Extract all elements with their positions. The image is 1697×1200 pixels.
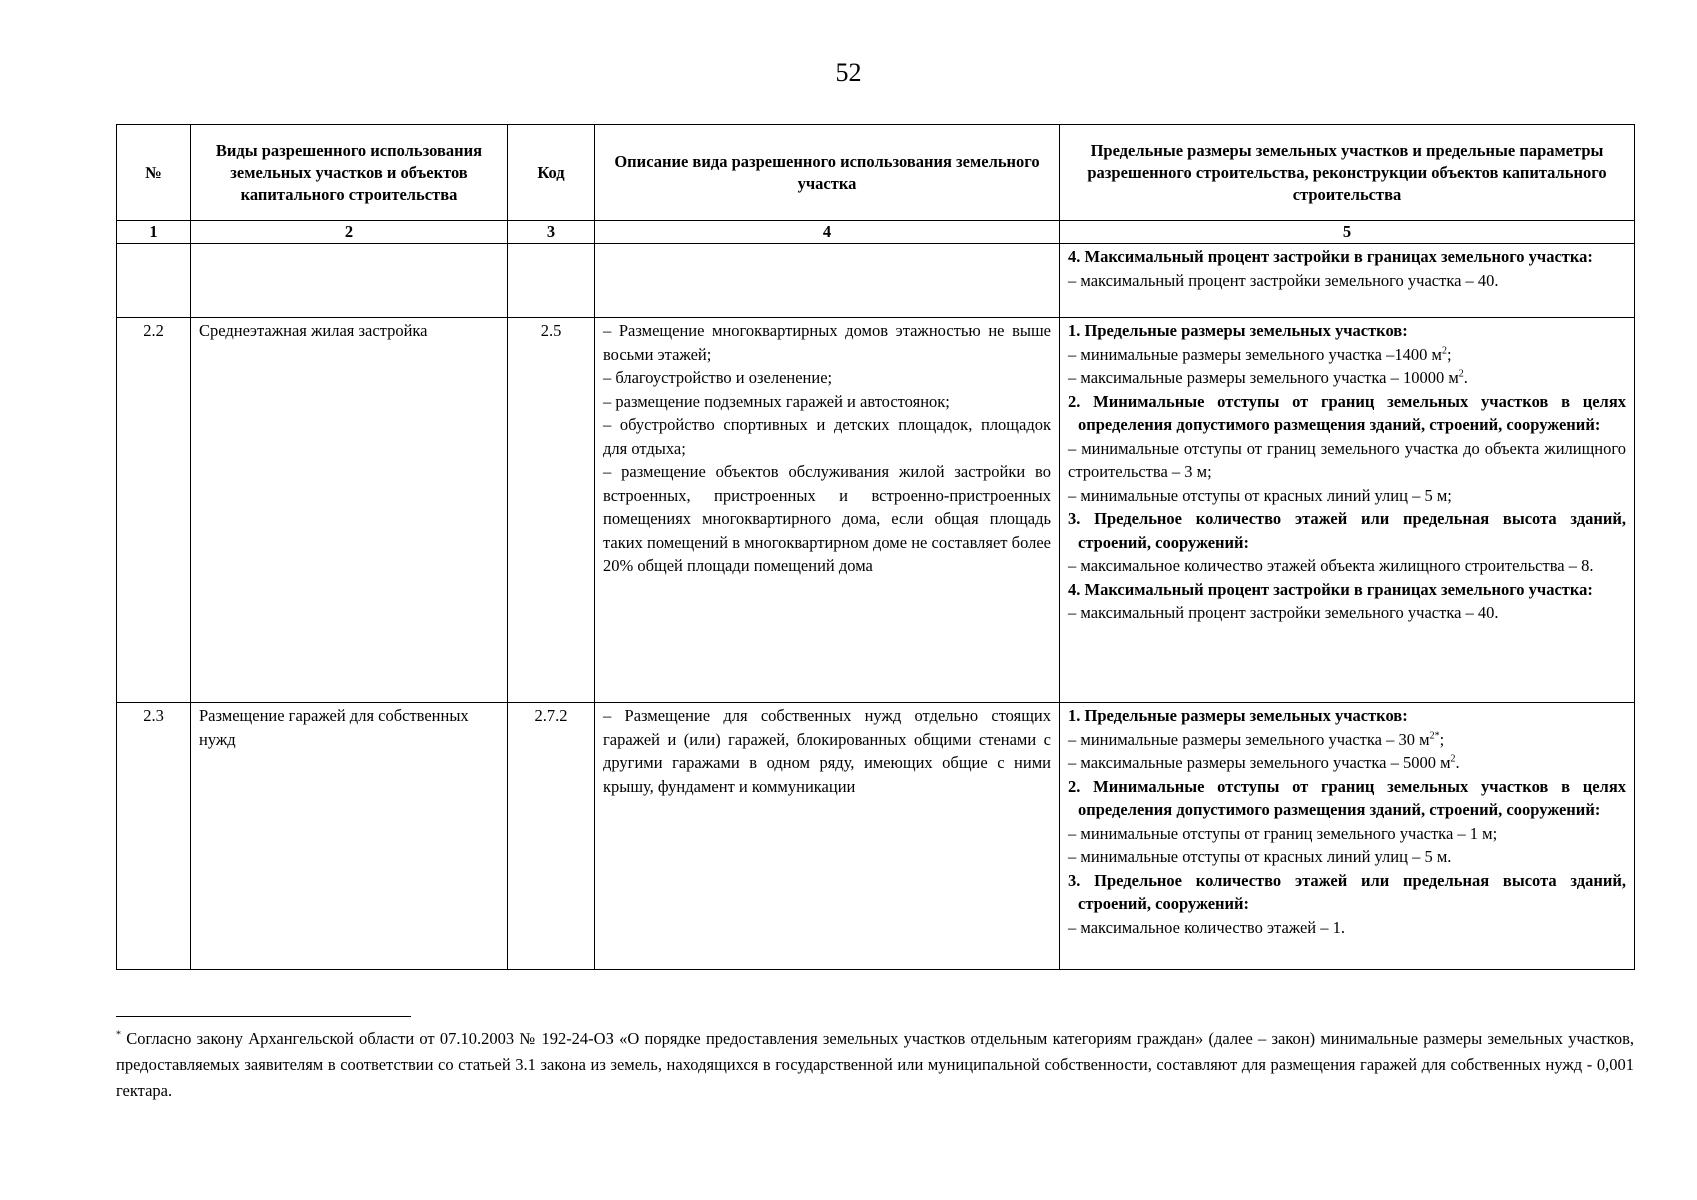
table-row <box>117 318 1635 703</box>
unit-superscript: 2 <box>1450 753 1456 765</box>
use-description <box>595 244 1060 318</box>
parameter-item <box>1068 601 1626 625</box>
parameter-heading <box>1068 507 1626 554</box>
use-parameters <box>1060 318 1635 703</box>
parameter-item <box>1068 269 1626 293</box>
parameter-text: 1. Предельные размеры земельных участков: <box>1068 706 1408 725</box>
row-number <box>117 244 191 318</box>
unit-superscript: 2 <box>1441 345 1447 356</box>
parameter-heading <box>1068 869 1626 916</box>
use-type-name: Среднеэтажная жилая застройка <box>191 318 508 703</box>
parameter-item <box>1068 484 1626 508</box>
parameter-text: – максимальный процент застройки земельного участка – 40. <box>1068 270 1499 290</box>
column-number: 1 <box>117 221 191 244</box>
parameter-item <box>1068 554 1626 578</box>
parameter-text: 4. Максимальный процент застройки в границах земельного участка: <box>1068 247 1593 266</box>
parameter-heading <box>1068 704 1626 728</box>
parameter-heading <box>1068 775 1626 822</box>
parameter-text: – максимальный процент застройки земельного участка – 40. <box>1068 603 1499 622</box>
use-code: 2.7.2 <box>508 703 595 970</box>
parameter-item <box>1068 916 1626 940</box>
parameter-punctuation: . <box>1455 753 1460 772</box>
parameter-item <box>1068 751 1626 775</box>
column-number: 5 <box>1060 221 1635 244</box>
row-number: 2.3 <box>117 703 191 970</box>
page-number: 52 <box>835 58 862 87</box>
table-row <box>117 244 1635 318</box>
column-number: 2 <box>191 221 508 244</box>
column-numbers-row <box>117 221 1635 244</box>
parameter-heading <box>1068 319 1626 343</box>
header-parameters: Предельные размеры земельных участков и предельные параметры разрешенного строительства, реконструкции объектов капитального строительства <box>1060 125 1635 221</box>
parameter-text: – максимальные размеры земельного участка – 10000 м <box>1068 368 1459 387</box>
parameter-item <box>1068 845 1626 869</box>
parameter-text: – минимальные отступы от границ земельного участка – 1 м; <box>1068 823 1498 843</box>
parameter-punctuation: . <box>1463 368 1468 387</box>
description-item: – размещение подземных гаражей и автостоянок; <box>603 391 950 411</box>
column-number: 4 <box>595 221 1060 244</box>
parameter-text: 1. Предельные размеры земельных участков: <box>1068 321 1408 340</box>
parameter-item <box>1068 728 1626 752</box>
parameter-heading <box>1068 578 1626 602</box>
unit-superscript: 2 <box>1458 368 1464 380</box>
parameter-punctuation: ; <box>1439 729 1445 749</box>
use-type-name <box>191 244 508 318</box>
parameter-text: – минимальные отступы от красных линий улиц – 5 м; <box>1068 485 1452 505</box>
parameter-text: – максимальное количество этажей – 1. <box>1068 917 1345 937</box>
parameter-text: 4. Максимальный процент застройки в границах земельного участка: <box>1068 579 1593 599</box>
parameter-text: – минимальные размеры земельного участка –1400 м <box>1068 344 1442 364</box>
parameter-item <box>1068 366 1626 390</box>
header-description: Описание вида разрешенного использования земельного участка <box>595 125 1060 221</box>
parameter-text: 2. Минимальные отступы от границ земельных участков в целях определения допустимого размещения зданий, строений, сооружений: <box>1068 776 1626 819</box>
parameter-text: – минимальные отступы от границ земельного участка до объекта жилищного строительства – 3 м; <box>1068 438 1626 481</box>
header-use-types: Виды разрешенного использования земельных участков и объектов капитального строительства <box>191 125 508 221</box>
description-item: – размещение объектов обслуживания жилой застройки во встроенных, пристроенных и встроенно-пристроенных помещениях многоквартирного дома, если общая площадь таких помещений в многоквартирном доме не составляет более 20% общей площади помещений дома <box>603 462 1051 575</box>
table-header-row <box>117 125 1635 221</box>
description-item: – обустройство спортивных и детских площадок, площадок для отдыха; <box>603 415 1051 458</box>
land-use-table <box>116 124 1635 970</box>
column-number: 3 <box>508 221 595 244</box>
parameter-text: – минимальные отступы от красных линий улиц – 5 м. <box>1068 847 1452 866</box>
footnote <box>116 1026 1634 1104</box>
parameter-item <box>1068 437 1626 484</box>
use-code <box>508 244 595 318</box>
parameter-text: – минимальные размеры земельного участка – 30 м <box>1068 729 1430 749</box>
use-parameters <box>1060 244 1635 318</box>
table-body <box>117 244 1635 970</box>
parameter-text: 3. Предельное количество этажей или предельная высота зданий, строений, сооружений: <box>1068 509 1626 552</box>
footnote-marker: * <box>116 1029 121 1041</box>
parameter-heading <box>1068 245 1626 269</box>
use-type-name: Размещение гаражей для собственных нужд <box>191 703 508 970</box>
description-item: – Размещение для собственных нужд отдельно стоящих гаражей и (или) гаражей, блокированных общими стенами с другими гаражами в одном ряду, имеющих общие с ними крышу, фундамент и коммуникации <box>603 706 1051 796</box>
use-description <box>595 318 1060 703</box>
description-item: – благоустройство и озеленение; <box>603 368 833 387</box>
header-code: Код <box>508 125 595 221</box>
use-code: 2.5 <box>508 318 595 703</box>
parameter-item <box>1068 343 1626 367</box>
parameter-text: 3. Предельное количество этажей или предельная высота зданий, строений, сооружений: <box>1068 870 1626 913</box>
parameter-heading <box>1068 390 1626 437</box>
footnote-text: Согласно закону Архангельской области от 07.10.2003 № 192-24-ОЗ «О порядке предоставления земельных участков отдельным категориям граждан» (далее – закон) минимальные размеры земельных участков, предоставляемых заявителям в соответствии со статьей 3.1 закона из земель, находящихся в государственной или муниципальной собственности, составляют для размещения гаражей для собственных нужд - 0,001 гектара. <box>116 1029 1634 1100</box>
parameter-text: – максимальное количество этажей объекта жилищного строительства – 8. <box>1068 556 1594 575</box>
use-description <box>595 703 1060 970</box>
description-item: – Размещение многоквартирных домов этажностью не выше восьми этажей; <box>603 321 1051 364</box>
use-parameters <box>1060 703 1635 970</box>
table-row <box>117 703 1635 970</box>
parameter-item <box>1068 822 1626 846</box>
footnote-divider <box>116 1016 411 1017</box>
parameter-punctuation: ; <box>1446 344 1452 364</box>
unit-superscript: 2* <box>1429 730 1440 741</box>
header-number: № <box>117 125 191 221</box>
parameter-text: 2. Минимальные отступы от границ земельных участков в целях определения допустимого размещения зданий, строений, сооружений: <box>1068 391 1626 434</box>
row-number: 2.2 <box>117 318 191 703</box>
parameter-text: – максимальные размеры земельного участка – 5000 м <box>1068 753 1451 772</box>
